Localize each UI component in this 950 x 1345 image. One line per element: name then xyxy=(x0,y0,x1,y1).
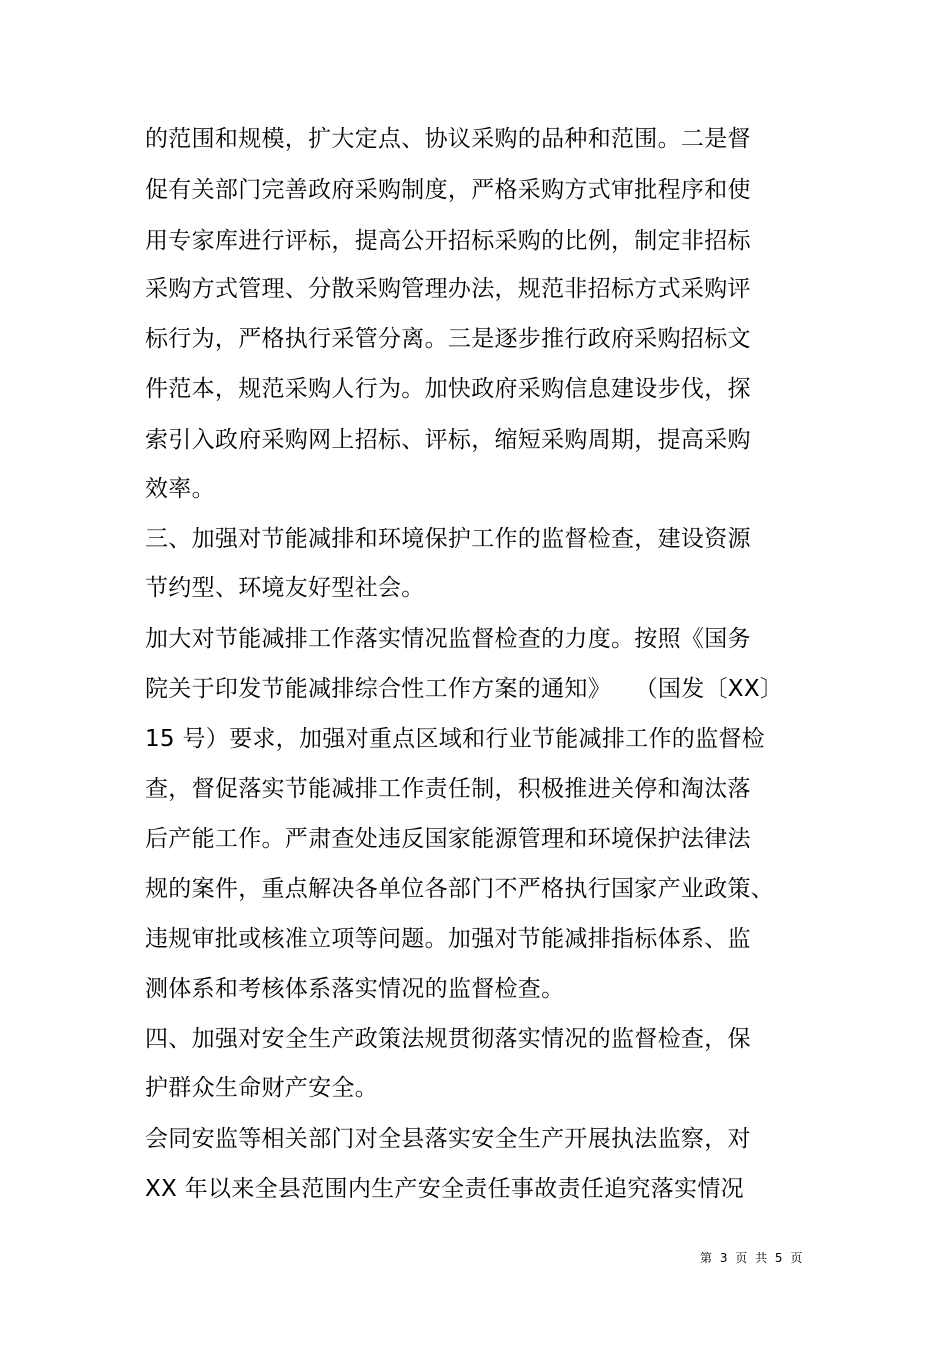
body-text-line: XX 年以来全县范围内生产安全责任事故责任追究落实情况 xyxy=(145,1176,744,1202)
section-heading-line: 节约型、环境友好型社会。 xyxy=(145,575,425,601)
body-text-line: 后产能工作。严肃查处违反国家能源管理和环境保护法律法 xyxy=(145,826,751,852)
body-text-line: 索引入政府采购网上招标、评标，缩短采购周期，提高采购 xyxy=(145,427,751,453)
body-text-line: 用专家库进行评标，提高公开招标采购的比例，制定非招标 xyxy=(145,228,751,254)
body-text-line: 加大对节能减排工作落实情况监督检查的力度。按照《国务 xyxy=(145,626,751,652)
body-text-line: 查，督促落实节能减排工作责任制，积极推进关停和淘汰落 xyxy=(145,776,751,802)
body-text-line: 促有关部门完善政府采购制度，严格采购方式审批程序和使 xyxy=(145,177,751,203)
body-text-line: 的范围和规模，扩大定点、协议采购的品种和范围。二是督 xyxy=(145,126,751,152)
section-heading-line: 三、加强对节能减排和环境保护工作的监督检查，建设资源 xyxy=(145,526,751,552)
body-text-line: 效率。 xyxy=(145,476,215,502)
body-text-line: 会同安监等相关部门对全县落实安全生产开展执法监察，对 xyxy=(145,1126,751,1152)
body-text-line: 件范本，规范采购人行为。加快政府采购信息建设步伐，探 xyxy=(145,376,751,402)
body-text-line: 测体系和考核体系落实情况的监督检查。 xyxy=(145,976,565,1002)
section-heading-line: 四、加强对安全生产政策法规贯彻落实情况的监督检查，保 xyxy=(145,1026,751,1052)
page-number-footer: 第 3 页 共 5 页 xyxy=(700,1251,805,1265)
body-text-line: 院关于印发节能减排综合性工作方案的通知》 （国发〔XX〕 xyxy=(145,676,784,702)
body-text-line: 15 号）要求，加强对重点区域和行业节能减排工作的监督检 xyxy=(145,726,765,752)
section-heading-line: 护群众生命财产安全。 xyxy=(145,1075,378,1101)
body-text-line: 规的案件，重点解决各单位各部门不严格执行国家产业政策、 xyxy=(145,876,775,902)
body-text-line: 违规审批或核准立项等问题。加强对节能减排指标体系、监 xyxy=(145,926,751,952)
body-text-line: 标行为，严格执行采管分离。三是逐步推行政府采购招标文 xyxy=(145,326,751,352)
body-text-line: 采购方式管理、分散采购管理办法，规范非招标方式采购评 xyxy=(145,276,751,302)
